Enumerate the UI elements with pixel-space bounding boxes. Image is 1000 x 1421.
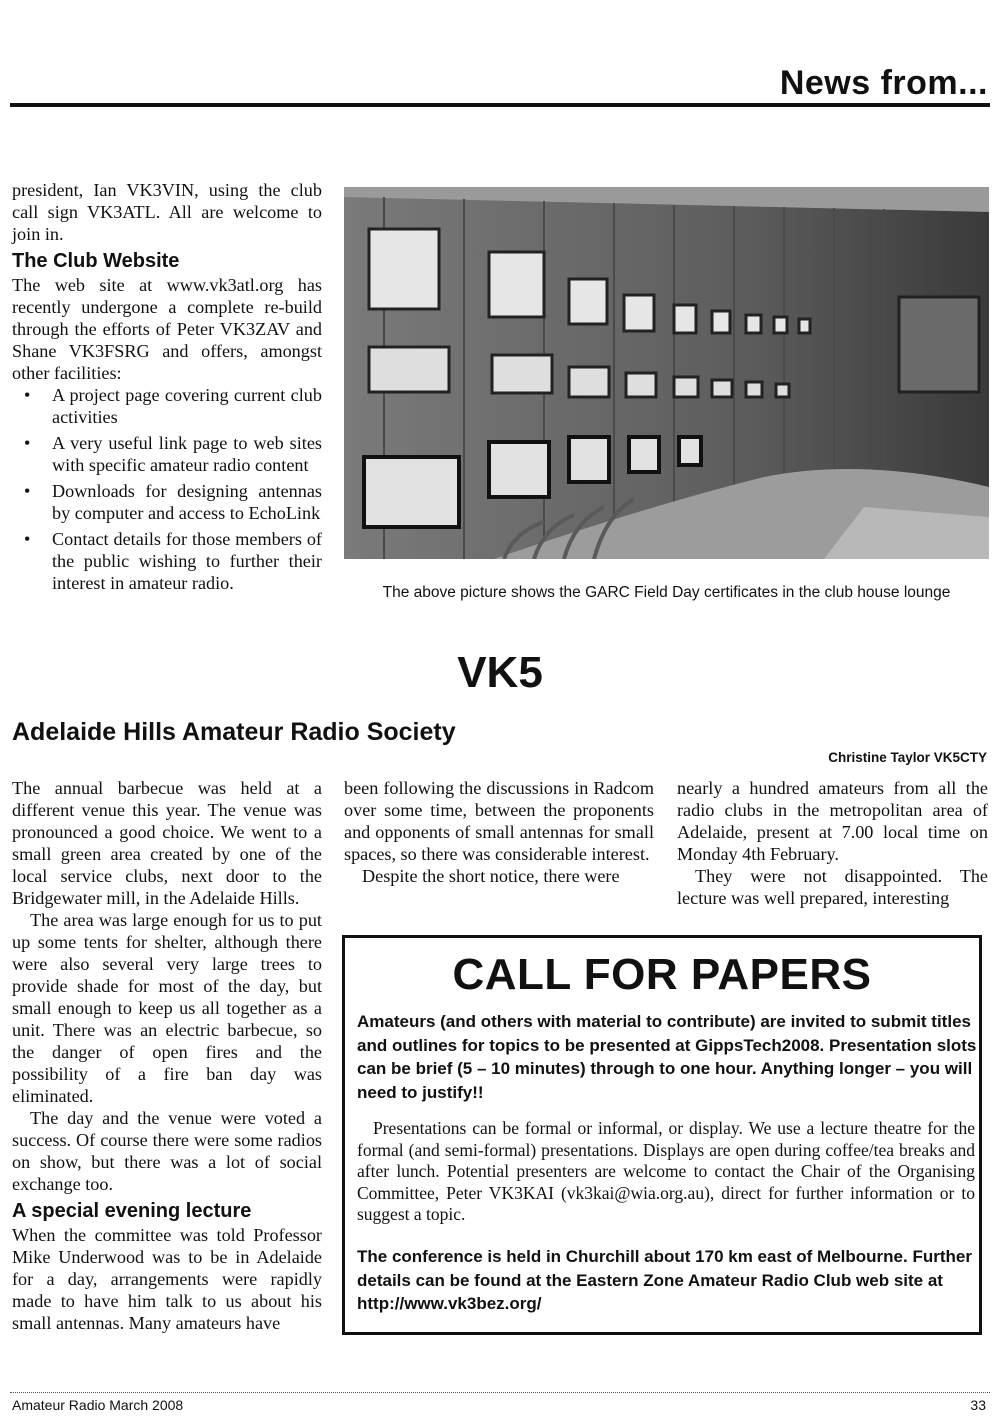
publication-name: Amateur Radio March 2008 bbox=[12, 1397, 184, 1413]
article-paragraph: nearly a hundred amateurs from all the radio clubs in the metropolitan area of Adelaide, present at 7.00 local time on Monday 4th February. bbox=[677, 778, 988, 864]
website-paragraph: The web site at www.vk3atl.org has recently undergone a complete re-build through the efforts of Peter VK3ZAV and Shane VK3FSRG and offers, amongst other facilities: bbox=[12, 275, 322, 383]
photo-caption: The above picture shows the GARC Field Day certificates in the club house lounge bbox=[382, 584, 951, 601]
call-for-papers-body: Presentations can be formal or informal, or display. We use a lecture theatre for the formal (and semi-formal) presentations. Displays are open during coffee/tea breaks and after lunch. Potential presenters are welcome to contact the Chair of the Organising Committee, Peter VK3KAI (vk3kai@wia.org.au), direct for further information or to suggest a topic. bbox=[357, 1118, 975, 1224]
article-paragraph: When the committee was told Professor Mike Underwood was to be in Adelaide for a day, arrangements were rapidly made to have him talk to us about his small antennas. Many amateurs have bbox=[12, 1225, 322, 1333]
call-for-papers-footer: The conference is held in Churchill about 170 km east of Melbourne. Further details can be found at the Eastern Zone Amateur Radio Club web site at http://www.vk3bez.org/ bbox=[357, 1247, 972, 1313]
bullet-icon: • bbox=[24, 481, 31, 501]
section-title: News from... bbox=[779, 64, 988, 102]
bullet-icon: • bbox=[24, 385, 31, 405]
article-paragraph: The day and the venue were voted a success. Of course there were some radios on show, but there was a lot of social exchange too. bbox=[12, 1108, 322, 1194]
state-heading: VK5 bbox=[457, 648, 543, 697]
article-paragraph: They were not disappointed. The lecture was well prepared, interesting bbox=[677, 866, 988, 908]
article-paragraph: The area was large enough for us to put up some tents for shelter, although there were also several very large trees to provide shade for most of the day, but small enough to keep us all together as a unit. There was an electric barbecue, so the danger of open fires and the possibility of a fire ban day was eliminated. bbox=[12, 910, 322, 1106]
left-top-column bbox=[12, 179, 322, 598]
article-column-1 bbox=[12, 777, 322, 1334]
article-column-3 bbox=[677, 777, 988, 909]
article-column-2 bbox=[344, 777, 654, 887]
article-paragraph: The annual barbecue was held at a different venue this year. The venue was pronounced a good choice. We went to a small green area created by one of the local service clubs, next door to the Bridgewater mill, in the Adelaide Hills. bbox=[12, 778, 322, 908]
call-for-papers-lead: Amateurs (and others with material to contribute) are invited to submit titles and outlines for topics to be presented at GippsTech2008. Presentation slots can be brief (5 – 10 minutes) through to one hour. Anything longer – you will need to justify!! bbox=[357, 1012, 977, 1102]
call-for-papers-title: CALL FOR PAPERS bbox=[452, 950, 872, 999]
lecture-heading: A special evening lecture bbox=[12, 1200, 252, 1222]
footer-rule bbox=[10, 1392, 990, 1394]
list-item: • Contact details for those members of the public wishing to further their interest in amateur radio. bbox=[24, 529, 322, 593]
call-for-papers-box bbox=[342, 935, 982, 1335]
intro-paragraph: president, Ian VK3VIN, using the club call sign VK3ATL. All are welcome to join in. bbox=[12, 180, 322, 244]
article-author: Christine Taylor VK5CTY bbox=[828, 750, 987, 765]
bullet-icon: • bbox=[24, 433, 31, 453]
club-website-heading: The Club Website bbox=[12, 250, 180, 272]
certificates-photo bbox=[344, 187, 989, 559]
header-rule bbox=[10, 103, 990, 107]
list-item: • A project page covering current club activities bbox=[24, 385, 322, 427]
article-paragraph: Despite the short notice, there were bbox=[362, 866, 620, 886]
page-number: 33 bbox=[970, 1397, 986, 1413]
bullet-icon: • bbox=[24, 529, 31, 549]
list-item: • Downloads for designing antennas by computer and access to EchoLink bbox=[24, 481, 322, 523]
article-paragraph: been following the discussions in Radcom over some time, between the proponents and opponents of small antennas for small spaces, so there was considerable interest. bbox=[344, 778, 654, 864]
facilities-list bbox=[12, 384, 322, 594]
list-item: • A very useful link page to web sites with specific amateur radio content bbox=[24, 433, 322, 475]
article-title: Adelaide Hills Amateur Radio Society bbox=[12, 718, 456, 746]
